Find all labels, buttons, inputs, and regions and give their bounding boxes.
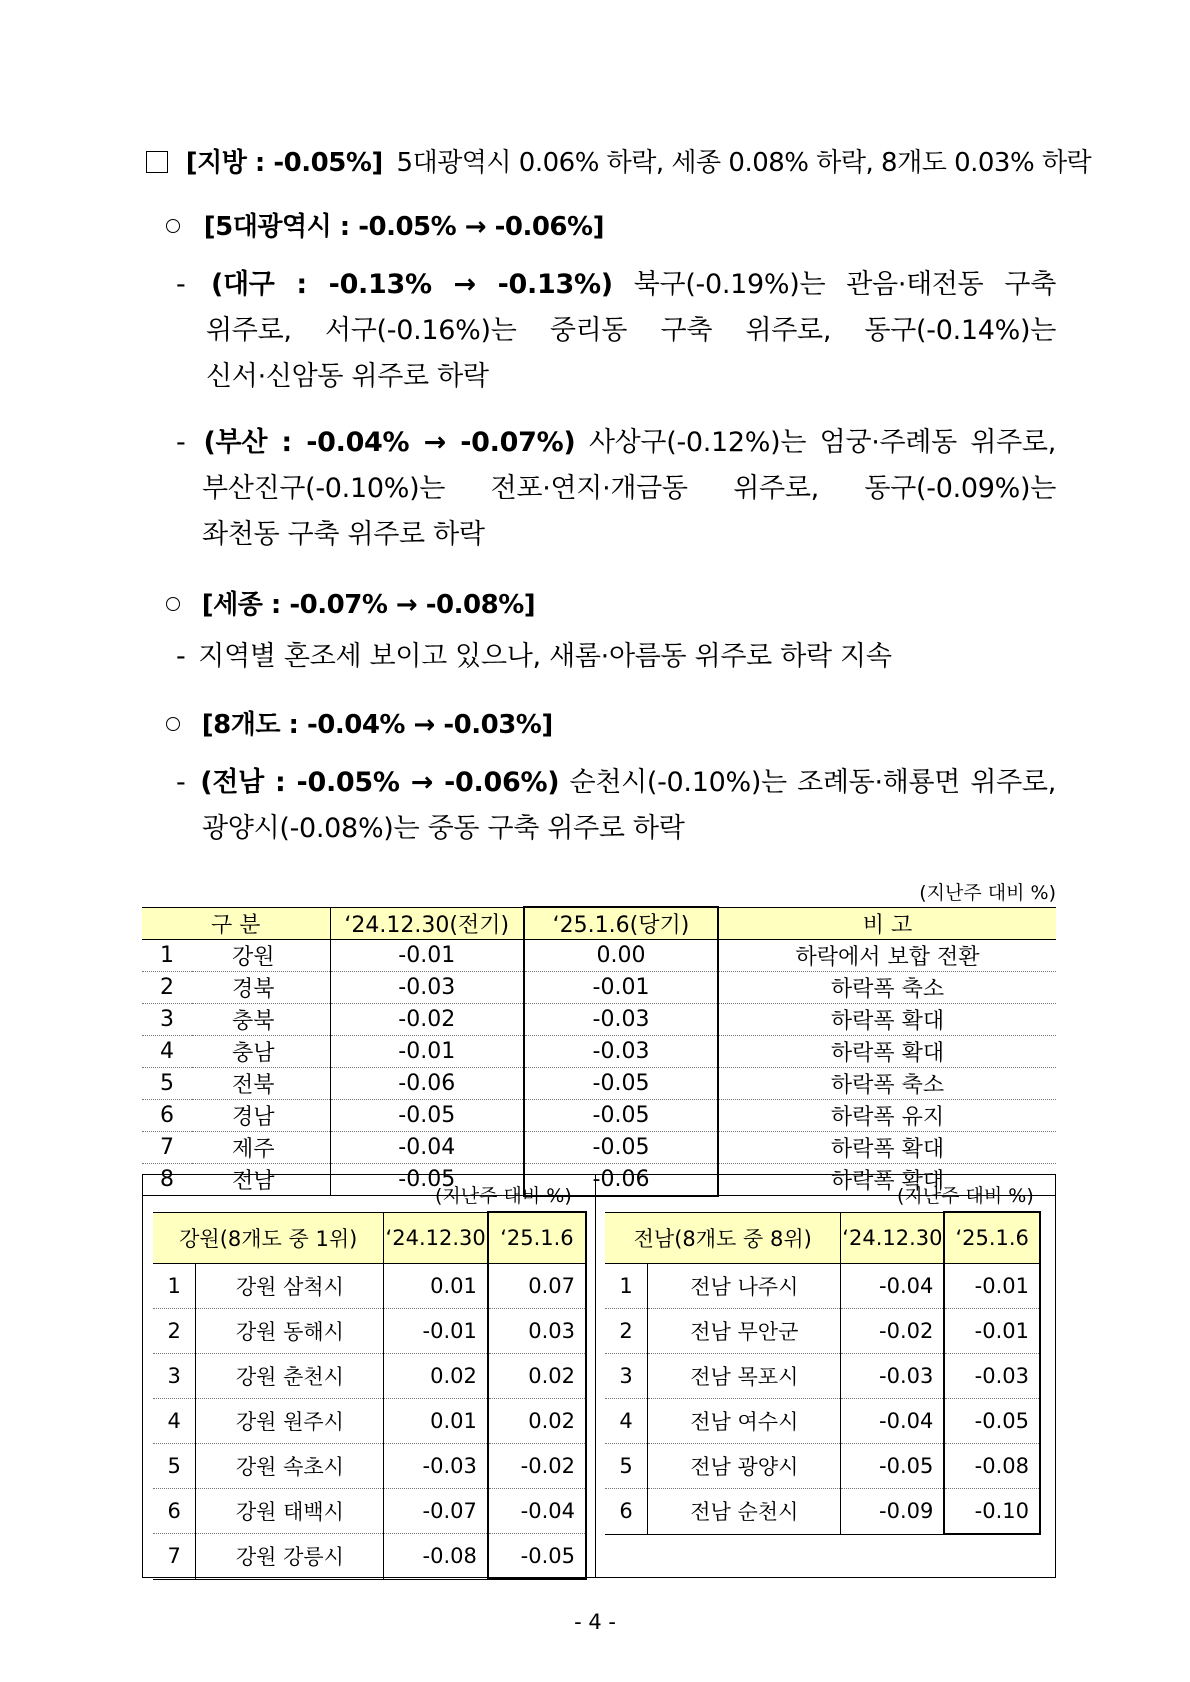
- row-prev-value: -0.09: [841, 1489, 944, 1535]
- sejong-paragraph: [176, 634, 1036, 680]
- row-province: 충남: [192, 1036, 330, 1068]
- circle-bullet-icon: [166, 717, 180, 731]
- table-row: [142, 1068, 1056, 1100]
- row-province: 제주: [192, 1132, 330, 1164]
- row-province: 충북: [192, 1004, 330, 1036]
- jeonnam-header-region: 전남(8개도 중 8위): [605, 1212, 841, 1264]
- row-city: 전남 나주시: [648, 1264, 841, 1309]
- table-row: [142, 1132, 1056, 1164]
- row-remark: 하락폭 축소: [718, 972, 1056, 1004]
- busan-line-3: 좌천동 구축 위주로 하락: [202, 519, 485, 550]
- row-rank: 4: [142, 1036, 192, 1068]
- header-remarks: 비 고: [718, 907, 1056, 940]
- row-current-value: -0.03: [524, 1004, 718, 1036]
- daegu-line-1: - (대구 : -0.13% → -0.13%) 북구(-0.19%)는 관음·태전동 구축: [176, 269, 1056, 300]
- table-row: [153, 1309, 586, 1354]
- row-current-value: -0.05: [524, 1068, 718, 1100]
- row-province: 전북: [192, 1068, 330, 1100]
- row-rank: 7: [153, 1534, 196, 1580]
- row-current-value: -0.08: [944, 1444, 1040, 1489]
- table-row: [142, 940, 1056, 972]
- table-row: [153, 1354, 586, 1399]
- row-rank: 3: [142, 1004, 192, 1036]
- gangwon-header-region: 강원(8개도 중 1위): [153, 1212, 384, 1264]
- table-row: [605, 1264, 1040, 1309]
- row-rank: 7: [142, 1132, 192, 1164]
- row-remark: 하락폭 확대: [718, 1036, 1056, 1068]
- gangwon-header-prev: ‘24.12.30: [384, 1212, 488, 1264]
- row-province: 전남: [192, 1164, 330, 1196]
- table-row: [605, 1354, 1040, 1399]
- row-city: 전남 무안군: [648, 1309, 841, 1354]
- row-city: 전남 광양시: [648, 1444, 841, 1489]
- jeonnam-header-prev: ‘24.12.30: [841, 1212, 944, 1264]
- row-prev-value: -0.04: [841, 1264, 944, 1309]
- row-city: 전남 순천시: [648, 1489, 841, 1535]
- province-summary-table: [142, 906, 1056, 1197]
- daegu-line1-text: 북구(-0.19%)는 관음·태전동 구축: [633, 269, 1056, 300]
- detail-tables-frame: [142, 1174, 1056, 1578]
- row-city: 강원 강릉시: [196, 1534, 384, 1580]
- row-rank: 1: [605, 1264, 648, 1309]
- regional-heading: [146, 142, 1091, 179]
- row-prev-value: -0.01: [330, 1036, 524, 1068]
- row-current-value: -0.01: [944, 1309, 1040, 1354]
- table-row: [153, 1264, 586, 1309]
- row-current-value: 0.03: [488, 1309, 586, 1354]
- sejong-line-1: - 지역별 혼조세 보이고 있으나, 새롬·아름동 위주로 하락 지속: [176, 641, 892, 672]
- row-prev-value: 0.01: [384, 1399, 488, 1444]
- row-current-value: -0.01: [524, 972, 718, 1004]
- row-remark: 하락에서 보합 전환: [718, 940, 1056, 972]
- row-prev-value: -0.05: [841, 1444, 944, 1489]
- gangwon-table: [153, 1211, 587, 1580]
- busan-line-1: - (부산 : -0.04% → -0.07%) 사상구(-0.12%)는 엄궁·주례동 위주로,: [176, 427, 1056, 458]
- row-current-value: -0.03: [944, 1354, 1040, 1399]
- table-header-row: [605, 1212, 1040, 1264]
- sejong-line1-text: 지역별 혼조세 보이고 있으나, 새롬·아름동 위주로 하락 지속: [198, 641, 892, 672]
- row-current-value: 0.02: [488, 1399, 586, 1444]
- row-rank: 3: [153, 1354, 196, 1399]
- row-rank: 8: [142, 1164, 192, 1196]
- row-current-value: -0.05: [944, 1399, 1040, 1444]
- daegu-line-2: 위주로, 서구(-0.16%)는 중리동 구축 위주로, 동구(-0.14%)는: [206, 315, 1056, 346]
- jeonnam-bold: (전남 : -0.05% → -0.06%): [200, 767, 560, 798]
- row-rank: 4: [153, 1399, 196, 1444]
- row-rank: 6: [605, 1489, 648, 1535]
- row-current-value: -0.05: [524, 1100, 718, 1132]
- row-rank: 3: [605, 1354, 648, 1399]
- regional-title-bold: [지방 : -0.05%]: [185, 148, 383, 178]
- frame-divider: [595, 1175, 596, 1577]
- daegu-bold: (대구 : -0.13% → -0.13%): [210, 269, 613, 300]
- row-rank: 2: [142, 972, 192, 1004]
- row-current-value: 0.00: [524, 940, 718, 972]
- table-row: [153, 1444, 586, 1489]
- row-prev-value: -0.07: [384, 1489, 488, 1534]
- gangwon-unit: (지난주 대비 %): [435, 1185, 572, 1207]
- row-current-value: -0.01: [944, 1264, 1040, 1309]
- table-row: [605, 1399, 1040, 1444]
- row-prev-value: -0.08: [384, 1534, 488, 1580]
- regional-title-rest: 5대광역시 0.06% 하락, 세종 0.08% 하락, 8개도 0.03% 하락: [396, 148, 1092, 178]
- provinces-heading-text: [8개도 : -0.04% → -0.03%]: [201, 710, 553, 740]
- gangwon-header-current: ‘25.1.6: [488, 1212, 586, 1264]
- jeonnam-table: [605, 1211, 1041, 1535]
- row-prev-value: -0.04: [841, 1399, 944, 1444]
- row-rank: 2: [605, 1309, 648, 1354]
- busan-paragraph: [176, 420, 1056, 558]
- row-prev-value: -0.02: [841, 1309, 944, 1354]
- daegu-line-3: 신서·신암동 위주로 하락: [206, 361, 489, 392]
- main-table-unit: (지난주 대비 %): [919, 882, 1056, 904]
- table-header-row: [153, 1212, 586, 1264]
- row-prev-value: -0.03: [384, 1444, 488, 1489]
- row-prev-value: -0.01: [330, 940, 524, 972]
- row-city: 강원 동해시: [196, 1309, 384, 1354]
- header-current-week: ‘25.1.6(당기): [524, 907, 718, 940]
- row-prev-value: -0.03: [841, 1354, 944, 1399]
- table-row: [605, 1309, 1040, 1354]
- circle-bullet-icon: [166, 597, 180, 611]
- row-rank: 4: [605, 1399, 648, 1444]
- checkbox-square-icon: [146, 151, 168, 173]
- sejong-heading-text: [세종 : -0.07% → -0.08%]: [201, 590, 536, 620]
- table-row: [153, 1534, 586, 1580]
- row-city: 강원 원주시: [196, 1399, 384, 1444]
- row-current-value: -0.10: [944, 1489, 1040, 1535]
- row-current-value: 0.02: [488, 1354, 586, 1399]
- jeonnam-line1-text: 순천시(-0.10%)는 조례동·해룡면 위주로,: [569, 767, 1056, 798]
- daegu-paragraph: [176, 262, 1056, 400]
- row-rank: 2: [153, 1309, 196, 1354]
- row-current-value: -0.06: [524, 1164, 718, 1196]
- row-current-value: -0.04: [488, 1489, 586, 1534]
- row-prev-value: 0.01: [384, 1264, 488, 1309]
- circle-bullet-icon: [166, 219, 180, 233]
- metro-heading: [166, 206, 604, 243]
- row-remark: 하락폭 확대: [718, 1004, 1056, 1036]
- row-prev-value: -0.06: [330, 1068, 524, 1100]
- jeonnam-unit: (지난주 대비 %): [897, 1185, 1034, 1207]
- row-prev-value: 0.02: [384, 1354, 488, 1399]
- row-city: 강원 태백시: [196, 1489, 384, 1534]
- row-rank: 1: [153, 1264, 196, 1309]
- row-remark: 하락폭 확대: [718, 1164, 1056, 1196]
- row-rank: 6: [142, 1100, 192, 1132]
- row-prev-value: -0.04: [330, 1132, 524, 1164]
- header-prev-week: ‘24.12.30(전기): [330, 907, 524, 940]
- busan-line-2: 부산진구(-0.10%)는 전포·연지·개금동 위주로, 동구(-0.09%)는: [202, 473, 1056, 504]
- row-rank: 5: [153, 1444, 196, 1489]
- jeonnam-line-1: - (전남 : -0.05% → -0.06%) 순천시(-0.10%)는 조례동·해룡면 위주로,: [176, 767, 1056, 798]
- table-row: [142, 1036, 1056, 1068]
- row-rank: 1: [142, 940, 192, 972]
- table-row: [142, 972, 1056, 1004]
- row-province: 강원: [192, 940, 330, 972]
- row-current-value: -0.03: [524, 1036, 718, 1068]
- row-remark: 하락폭 유지: [718, 1100, 1056, 1132]
- row-province: 경남: [192, 1100, 330, 1132]
- busan-bold: (부산 : -0.04% → -0.07%): [203, 427, 576, 458]
- row-city: 전남 목포시: [648, 1354, 841, 1399]
- jeonnam-paragraph: [176, 760, 1056, 852]
- table-row: [153, 1489, 586, 1534]
- row-city: 강원 삼척시: [196, 1264, 384, 1309]
- page-number: - 4 -: [574, 1610, 616, 1634]
- row-city: 전남 여수시: [648, 1399, 841, 1444]
- row-city: 강원 춘천시: [196, 1354, 384, 1399]
- busan-line1-text: 사상구(-0.12%)는 엄궁·주례동 위주로,: [588, 427, 1056, 458]
- row-rank: 5: [605, 1444, 648, 1489]
- jeonnam-header-current: ‘25.1.6: [944, 1212, 1040, 1264]
- jeonnam-line-2: 광양시(-0.08%)는 중동 구축 위주로 하락: [202, 813, 685, 844]
- row-remark: 하락폭 축소: [718, 1068, 1056, 1100]
- row-current-value: -0.05: [488, 1534, 586, 1580]
- row-remark: 하락폭 확대: [718, 1132, 1056, 1164]
- header-category: 구 분: [142, 907, 330, 940]
- row-prev-value: -0.05: [330, 1164, 524, 1196]
- row-prev-value: -0.01: [384, 1309, 488, 1354]
- row-rank: 5: [142, 1068, 192, 1100]
- row-prev-value: -0.03: [330, 972, 524, 1004]
- table-header-row: [142, 907, 1056, 940]
- table-row: [153, 1399, 586, 1444]
- metro-heading-text: [5대광역시 : -0.05% → -0.06%]: [203, 212, 604, 242]
- provinces-heading: [166, 704, 553, 741]
- row-province: 경북: [192, 972, 330, 1004]
- row-current-value: -0.05: [524, 1132, 718, 1164]
- row-current-value: -0.02: [488, 1444, 586, 1489]
- row-prev-value: -0.02: [330, 1004, 524, 1036]
- table-row: [142, 1100, 1056, 1132]
- sejong-heading: [166, 584, 535, 621]
- table-row: [142, 1004, 1056, 1036]
- row-current-value: 0.07: [488, 1264, 586, 1309]
- row-rank: 6: [153, 1489, 196, 1534]
- row-city: 강원 속초시: [196, 1444, 384, 1489]
- row-prev-value: -0.05: [330, 1100, 524, 1132]
- table-row: [605, 1489, 1040, 1535]
- table-row: [605, 1444, 1040, 1489]
